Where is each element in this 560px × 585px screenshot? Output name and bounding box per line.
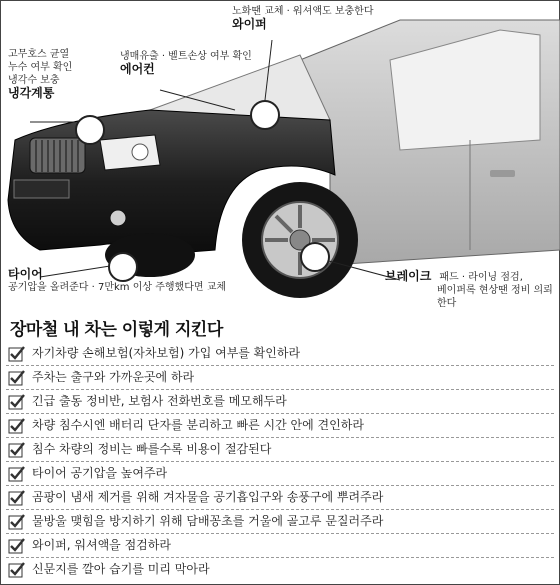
check-icon bbox=[8, 537, 25, 554]
cooling-desc-line-2: 누수 여부 확인 bbox=[8, 62, 73, 73]
checklist-item-text: 차량 침수시엔 배터리 단자를 분리하고 빠른 시간 안에 견인하라 bbox=[32, 418, 364, 432]
checklist-item bbox=[6, 414, 554, 438]
checklist-item-text: 와이퍼, 워셔액을 점검하라 bbox=[32, 538, 171, 552]
checklist-heading: 장마철 내 차는 이렇게 지킨다 bbox=[10, 320, 223, 340]
cooling-title: 냉각계통 bbox=[8, 86, 55, 100]
checklist-item bbox=[6, 534, 554, 558]
cooling-desc-line-3: 냉각수 보충 bbox=[8, 75, 60, 86]
aircon-callout bbox=[120, 50, 252, 76]
check-icon bbox=[8, 489, 25, 506]
check-icon bbox=[8, 441, 25, 458]
checklist-item bbox=[6, 462, 554, 486]
checklist-item-text: 주차는 출구와 가까운곳에 하라 bbox=[32, 370, 195, 384]
check-icon bbox=[8, 393, 25, 410]
checklist-item-text: 자기차량 손해보험(자차보험) 가입 여부를 확인하라 bbox=[32, 346, 301, 360]
checklist-item-text: 긴급 출동 정비반, 보험사 전화번호를 메모해두라 bbox=[32, 394, 287, 408]
check-icon bbox=[8, 561, 25, 578]
check-icon bbox=[8, 369, 25, 386]
check-icon bbox=[8, 417, 25, 434]
aircon-desc: 냉매유출 · 벨트손상 여부 확인 bbox=[120, 51, 252, 62]
brake-desc-line-1: 패드 · 라이닝 점검, bbox=[439, 272, 523, 283]
cooling-desc-line-1: 고무호스 균열 bbox=[8, 49, 70, 60]
tire-callout bbox=[8, 268, 226, 294]
wiper-title: 와이퍼 bbox=[232, 17, 267, 31]
checklist-item-text: 신문지를 깔아 습기를 미리 막아라 bbox=[32, 562, 210, 576]
checklist-item bbox=[6, 438, 554, 462]
brake-desc-line-2: 베이퍼록 현상땐 정비 의뢰한다 bbox=[437, 285, 553, 309]
checklist-item bbox=[6, 390, 554, 414]
check-icon bbox=[8, 513, 25, 530]
cooling-callout bbox=[8, 48, 72, 100]
checklist-item bbox=[6, 342, 554, 366]
checklist-item-text: 물방울 맺힘을 방지하기 위해 담배꽁초를 거울에 골고루 문질러주라 bbox=[32, 514, 384, 528]
tire-desc: 공기압을 올려준다 · 7만km 이상 주행했다면 교체 bbox=[8, 282, 227, 293]
brake-callout bbox=[385, 270, 555, 310]
checklist-item bbox=[6, 366, 554, 390]
brake-marker bbox=[300, 242, 330, 272]
check-icon bbox=[8, 465, 25, 482]
wiper-marker bbox=[250, 100, 280, 130]
checklist-item-text: 타이어 공기압을 높여주라 bbox=[32, 466, 168, 480]
checklist bbox=[6, 342, 554, 581]
checklist-item-text: 침수 차량의 정비는 빠를수록 비용이 절감된다 bbox=[32, 442, 272, 456]
wiper-desc: 노화땐 교체 · 워셔액도 보충한다 bbox=[232, 6, 374, 17]
aircon-title: 에어컨 bbox=[120, 62, 155, 76]
tire-title: 타이어 bbox=[8, 267, 43, 281]
brake-title: 브레이크 bbox=[385, 269, 432, 283]
checklist-item-text: 곰팡이 냄새 제거를 위해 겨자물을 공기흡입구와 송풍구에 뿌려주라 bbox=[32, 490, 384, 504]
checklist-item bbox=[6, 558, 554, 581]
cooling-marker bbox=[75, 115, 105, 145]
check-icon bbox=[8, 345, 25, 362]
checklist-item bbox=[6, 486, 554, 510]
checklist-item bbox=[6, 510, 554, 534]
door-handle bbox=[490, 170, 515, 177]
wiper-callout bbox=[232, 5, 373, 31]
